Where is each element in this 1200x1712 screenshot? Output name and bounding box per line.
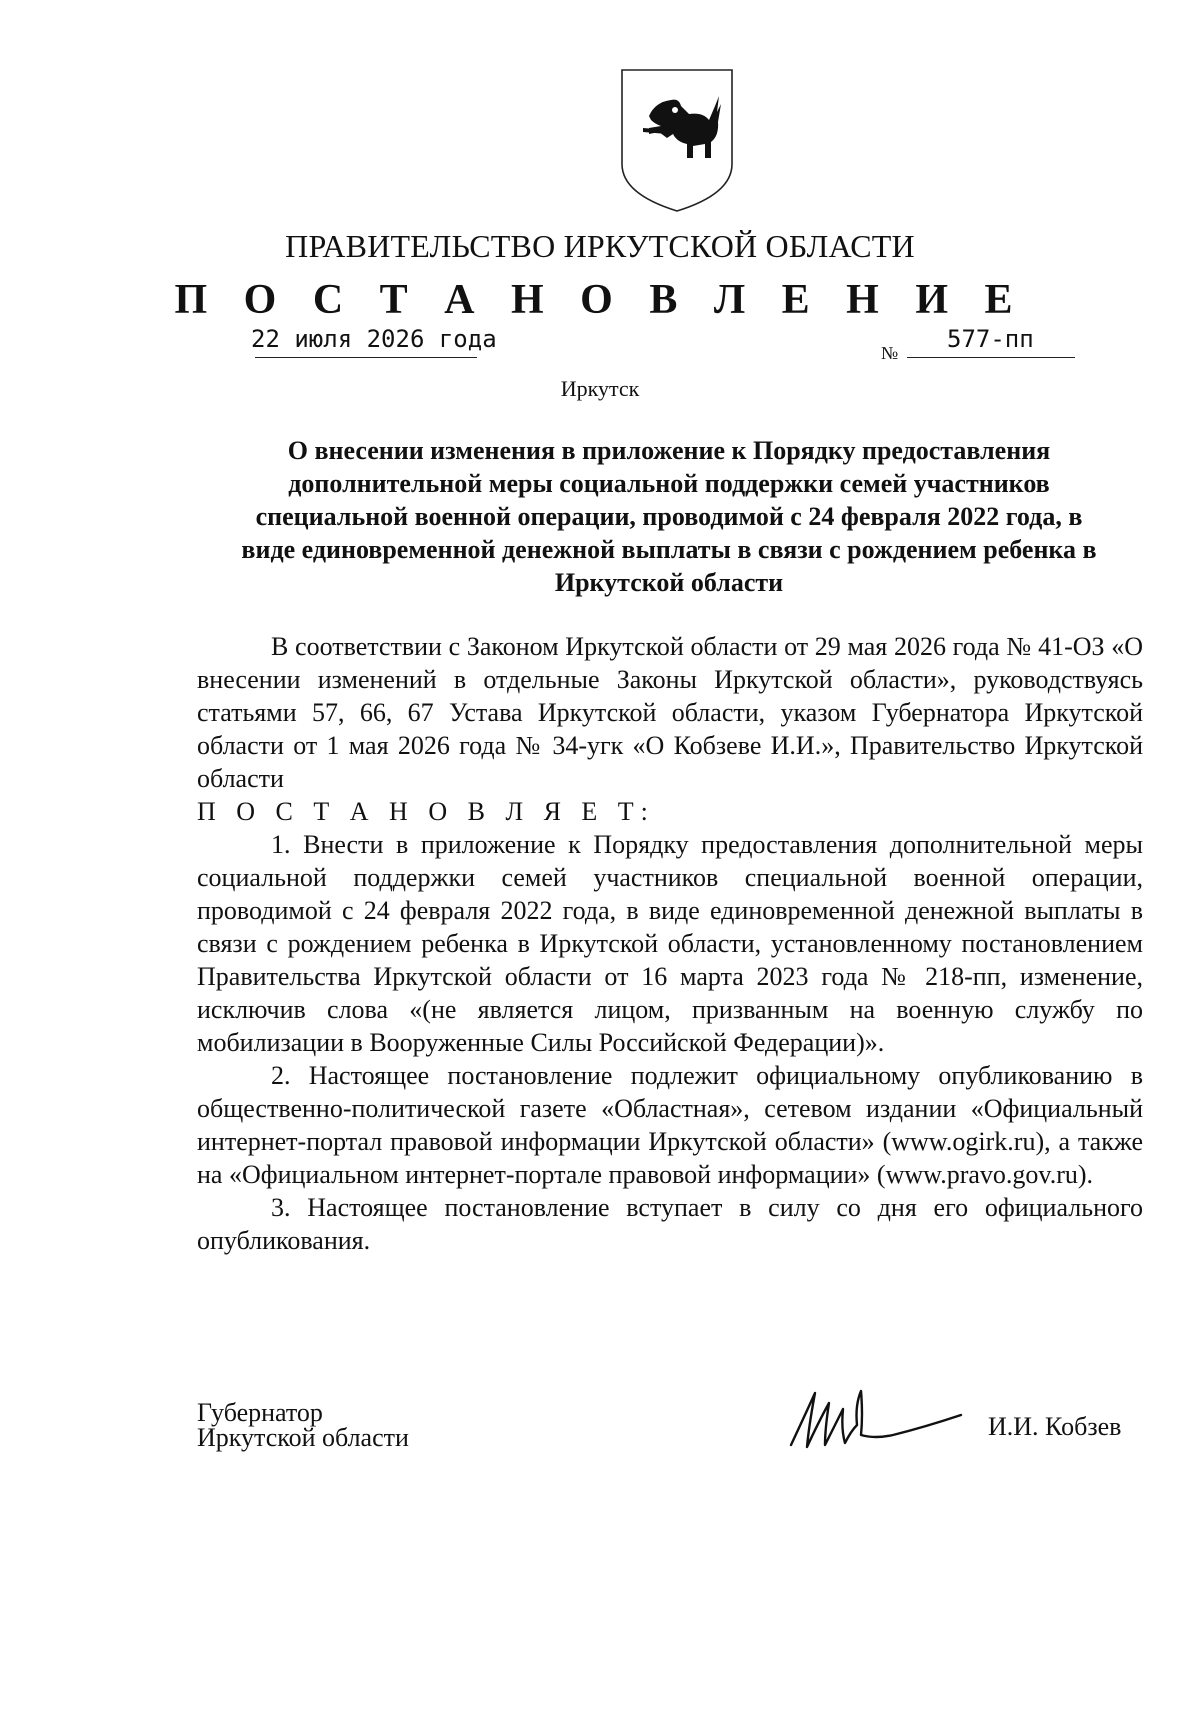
handwritten-signature-icon (785, 1385, 965, 1455)
document-number (907, 325, 1075, 358)
position-line: Губернатор (197, 1398, 323, 1427)
document-title (190, 434, 1148, 599)
resolves-heading: П О С Т А Н О В Л Я Е Т: (197, 797, 655, 826)
item-2-paragraph: 2. Настоящее постановление подлежит официальному опубликованию в общественно-политической газете «Областная», сетевом издании «Официальный интернет-портал правовой информации Иркутской области» (www.ogirk.ru), а также на «Официальном интернет-портале правовой информации» (www.pravo.gov.ru). (197, 1061, 1143, 1189)
title-line: специальной военной операции, проводимой с 24 февраля 2022 года, в (255, 502, 1083, 531)
document-date-value: 22 июля 2026 года (251, 325, 497, 353)
title-line: О внесении изменения в приложение к Порядку предоставления (287, 436, 1051, 465)
document-type: П О С Т А Н О В Л Е Н И Е (174, 277, 1026, 323)
document-number-value: 577-пп (947, 325, 1034, 353)
item-1-paragraph: 1. Внести в приложение к Порядку предоставления дополнительной меры социальной поддержки семей участников специальной военной операции, проводимой с 24 февраля 2022 года, в виде единовременной денежной выплаты в связи с рождением ребенка в Иркутской области, установленному постановлением Правительства Иркутской области от 16 марта 2023 года № 218-пп, изменение, исключив слова «(не является лицом, призванным на военную службу по мобилизации в Вооруженные Силы Российской Федерации)». (197, 830, 1143, 1057)
title-line: дополнительной меры социальной поддержки семей участников (288, 469, 1050, 498)
document-body (197, 630, 1143, 1257)
position-line: Иркутской области (197, 1423, 409, 1452)
number-label: № (881, 343, 899, 363)
coat-of-arms-icon (619, 68, 735, 213)
title-line: виде единовременной денежной выплаты в связи с рождением ребенка в (241, 535, 1097, 564)
government-name: ПРАВИТЕЛЬСТВО ИРКУТСКОЙ ОБЛАСТИ (285, 228, 915, 264)
signatory-name: И.И. Кобзев (988, 1412, 1122, 1441)
item-3-paragraph: 3. Настоящее постановление вступает в силу со дня его официального опубликования. (197, 1193, 1143, 1255)
city: Иркутск (560, 376, 640, 401)
document-date (251, 325, 497, 358)
title-line: Иркутской области (554, 568, 784, 597)
signatory-position (197, 1400, 409, 1450)
preamble-paragraph: В соответствии с Законом Иркутской области от 29 мая 2026 года № 41-ОЗ «О внесении изменений в отдельные Законы Иркутской области», руководствуясь статьями 57, 66, 67 Устава Иркутской области, указом Губернатора Иркутской области от 1 мая 2026 года № 34-угк «О Кобзеве И.И.», Правительство Иркутской области (197, 632, 1143, 793)
